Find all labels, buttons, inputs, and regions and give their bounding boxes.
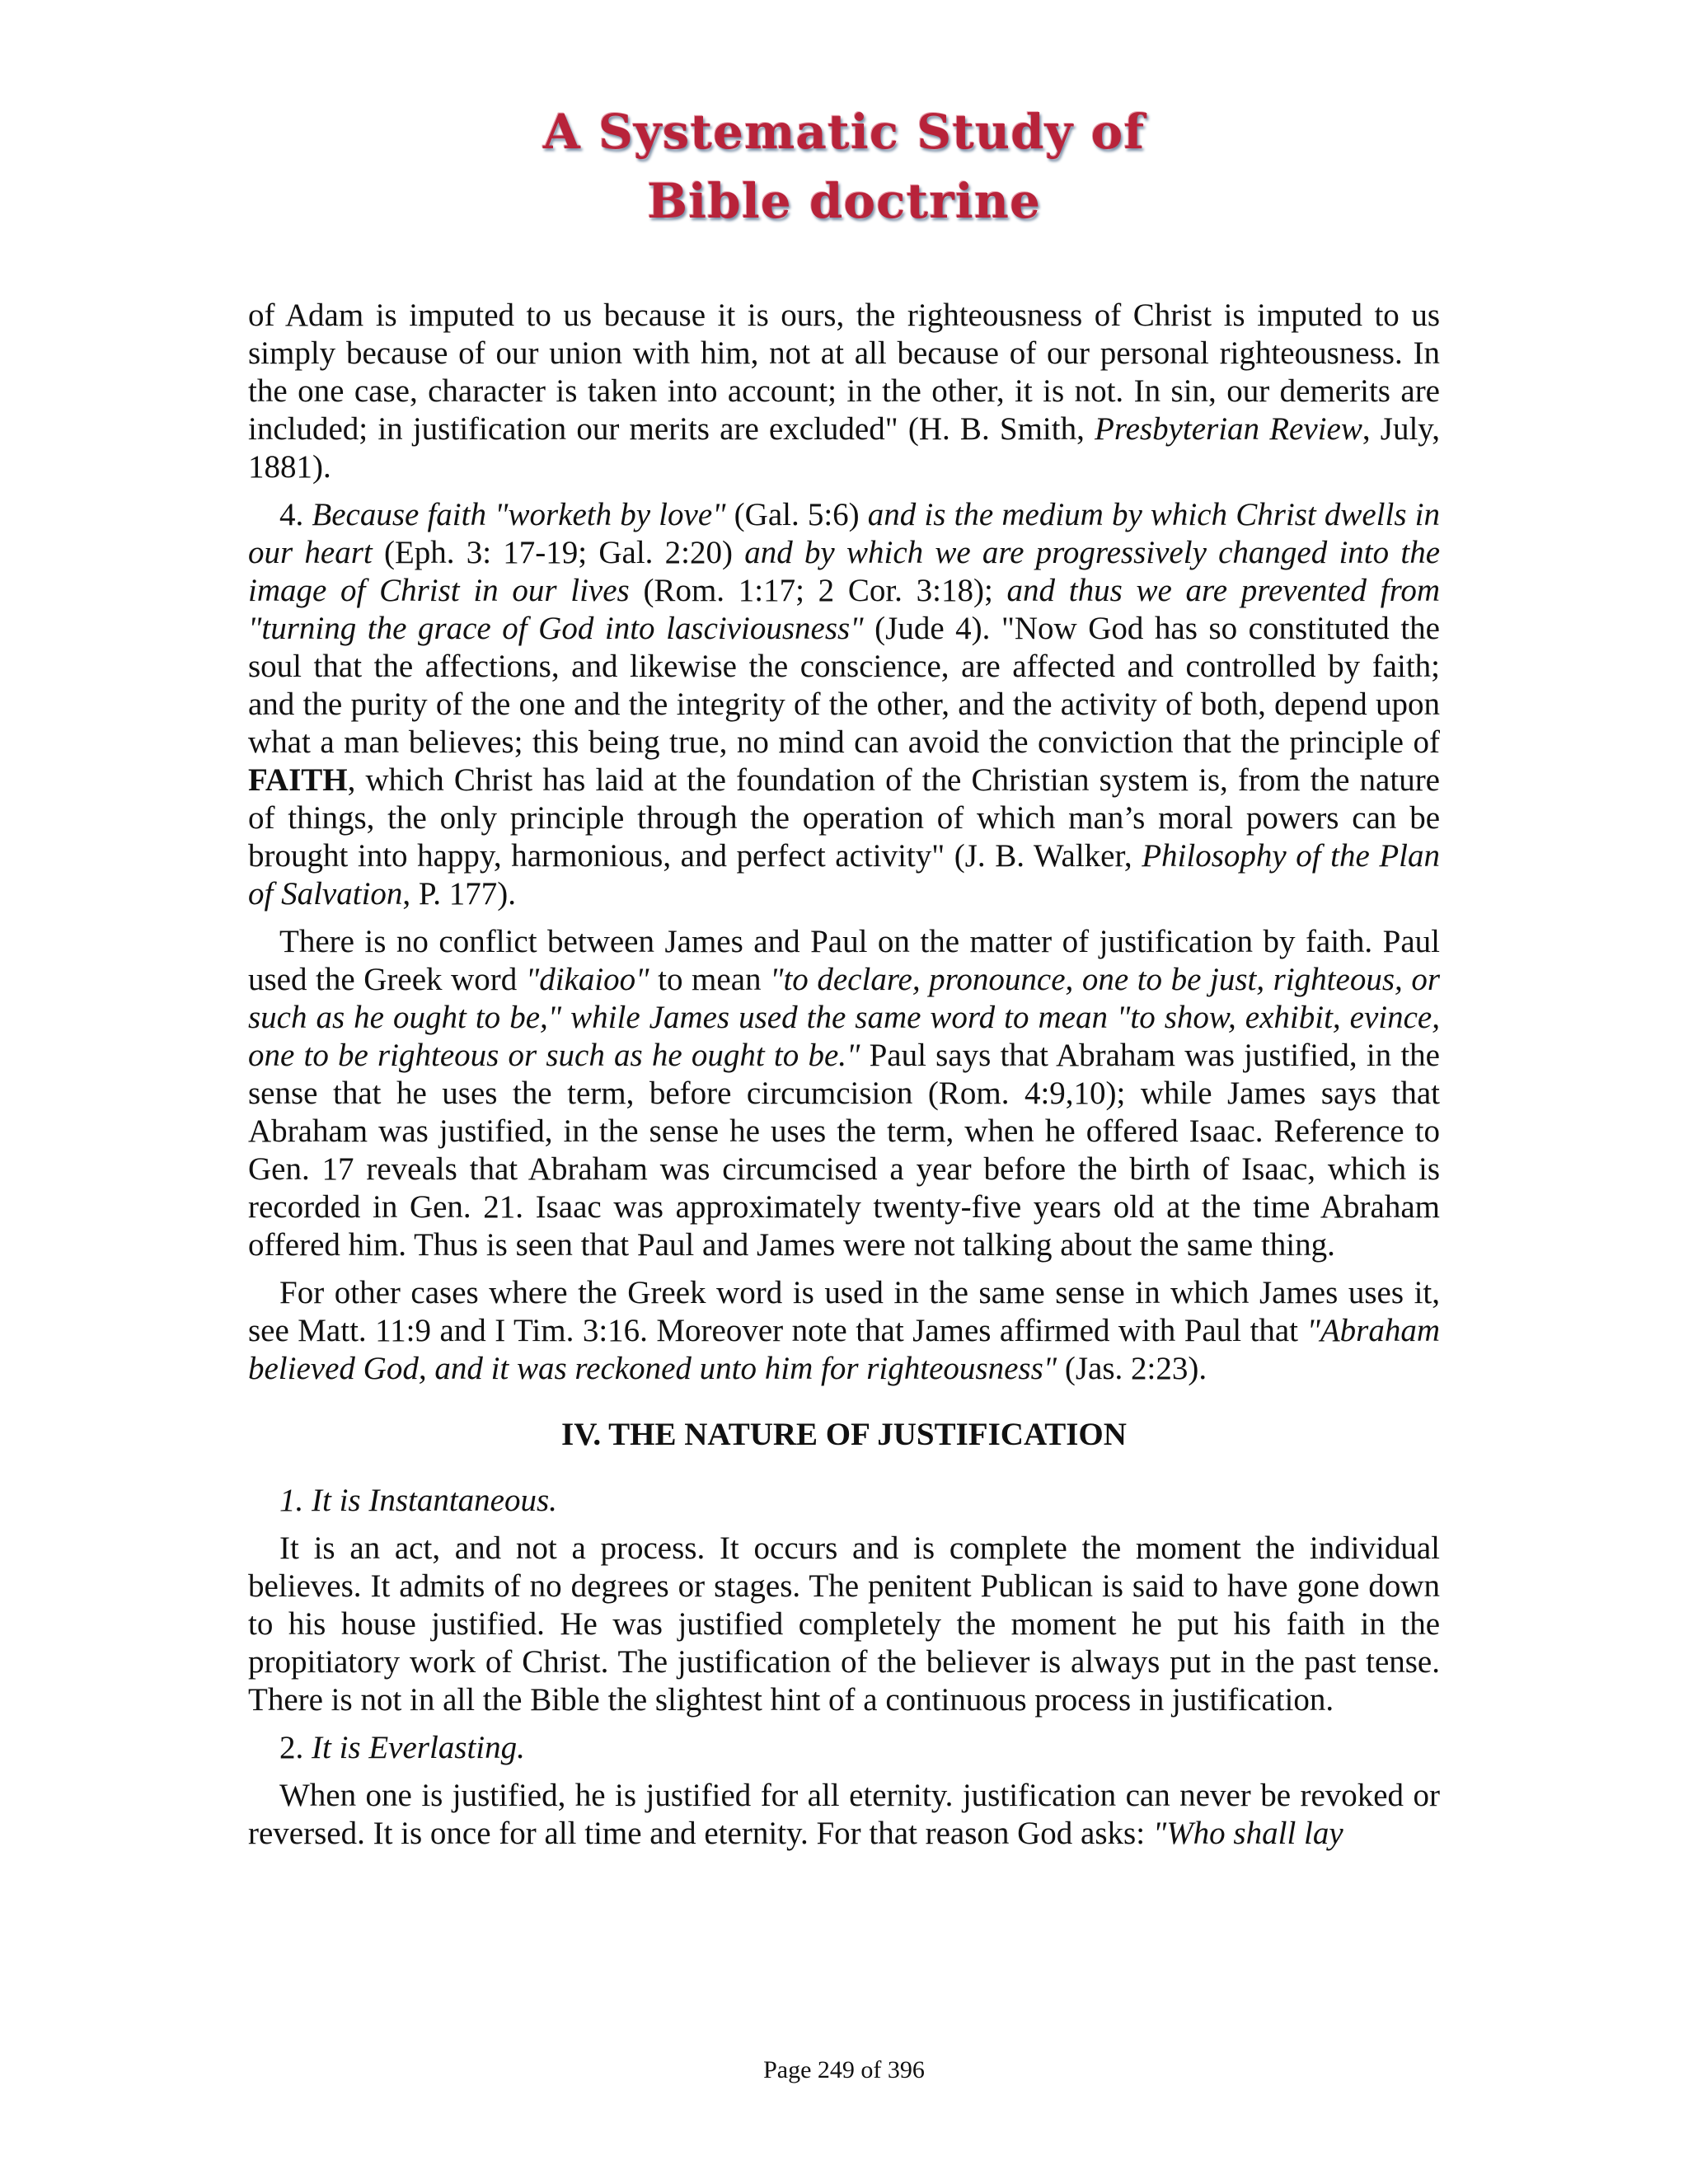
section-heading: IV. THE NATURE OF JUSTIFICATION (561, 1417, 1127, 1452)
paragraph-faith-worketh-by-love: 4. Because faith "worketh by love" (Gal. 5:6) and is the medium by which Christ dwells in our heart (Eph. 3: 17-19; Gal. 2:20) and by which we are progressively changed into the image of Christ in our lives (Rom. 1:17; 2 Cor. 3:18); and thus we are prevented from "turning the grace of God into lasciviousness" (Jude 4). "Now God has so constituted the soul that the affections, and likewise the conscience, are affected and controlled by faith; and the purity of the one and the integrity of the other, and the activity of both, depend upon what a man believes; this being true, no mind can avoid the conviction that the principle of FAITH, which Christ has laid at the foundation of the Christian system is, from the nature of things, the only principle through the operation of which man’s moral powers can be brought into happy, harmonious, and perfect activity" (J. B. Walker, Philosophy of the Plan of Salvation, P. 177). (248, 497, 1441, 912)
paragraph-other-cases: For other cases where the Greek word is used in the same sense in which James uses it, see Matt. 11:9 and I Tim. 3:16. Moreover note that James affirmed with Paul that "Abraham believed God, and it was reckoned unto him for righteousness" (Jas. 2:23). (248, 1275, 1440, 1386)
header-title-line-2: Bible doctrine (647, 173, 1041, 229)
page-number: Page 249 of 396 (763, 2056, 925, 2083)
subheading-everlasting: 2. It is Everlasting. (279, 1730, 525, 1765)
document-body (248, 297, 1440, 1863)
subheading-instantaneous: 1. It is Instantaneous. (279, 1483, 557, 1518)
paragraph-everlasting: When one is justified, he is justified for all eternity. justification can never be revoked or reversed. It is once for all time and eternity. For that reason God asks: "Who shall lay (248, 1778, 1440, 1851)
header-title-line-1: A Systematic Study of (542, 104, 1146, 160)
header-logo (462, 97, 1226, 236)
paragraph-imputation-continued: of Adam is imputed to us because it is ours, the righteousness of Christ is imputed to us simply because of our union with him, not at all because of our personal righteousness. In the one case, character is taken into account; in the other, it is not. In sin, our demerits are included; in justification our merits are excluded" (H. B. Smith, Presbyterian Review, July, 1881). (248, 298, 1441, 485)
paragraph-instantaneous: It is an act, and not a process. It occurs and is complete the moment the individual believes. It admits of no degrees or stages. The penitent Publican is said to have gone down to his house justified. He was justified completely the moment he put his faith in the propitiatory work of Christ. The justification of the believer is always put in the past tense. There is not in all the Bible the slightest hint of a continuous process in justification. (248, 1530, 1440, 1718)
paragraph-james-and-paul: There is no conflict between James and Paul on the matter of justification by faith. Paul used the Greek word "dikaioo" to mean "to declare, pronounce, one to be just, righteous, or such as he ought to be," while James used the same word to mean "to show, exhibit, evince, one to be righteous or such as he ought to be." Paul says that Abraham was justified, in the sense that he uses the term, before circumcision (Rom. 4:9,10); while James says that Abraham was justified, in the sense he uses the term, when he offered Isaac. Reference to Gen. 17 reveals that Abraham was circumcised a year before the birth of Isaac, which is recorded in Gen. 21. Isaac was approximately twenty-five years old at the time Abraham offered him. Thus is seen that Paul and James were not talking about the same thing. (248, 924, 1440, 1263)
